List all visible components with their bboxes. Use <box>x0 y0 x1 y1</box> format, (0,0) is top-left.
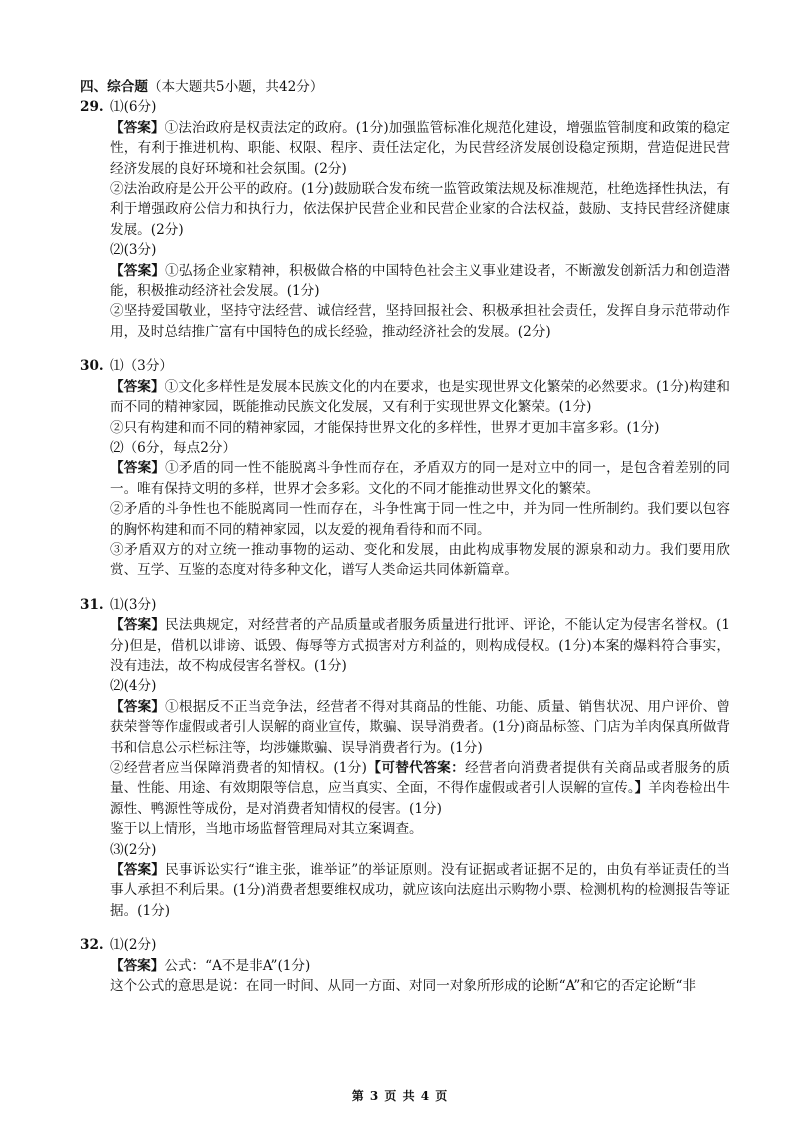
q29-part2-label: ⑵(3分) <box>110 242 157 259</box>
alternative-answer-tag: 【可替代答案： <box>366 760 466 776</box>
q31-number: 31. <box>80 596 104 613</box>
answer-tag: 【答案】 <box>110 262 166 279</box>
q31-part2-label: ⑵(4分) <box>110 678 157 695</box>
section-title: 四、综合题 <box>80 79 148 95</box>
answer-content <box>80 77 730 996</box>
q31-part2-text-b-post: 羊肉卷检出牛源性、鸭源性等成份，是对消费者知情权的侵害。(1分) <box>110 780 731 817</box>
answer-tag: 【答案】 <box>110 862 166 879</box>
answer-tag: 【答案】 <box>110 698 166 715</box>
q29-number: 29. <box>80 99 104 116</box>
q32-part1-label: ⑴(2分) <box>110 937 157 954</box>
q31-part1-label: ⑴(3分) <box>110 596 157 613</box>
answer-tag: 【答案】 <box>110 617 166 634</box>
q30-part1-label: ⑴（3分） <box>110 358 174 375</box>
q32-part1-label-line <box>80 935 730 955</box>
answer-tag: 【答案】 <box>110 378 165 395</box>
q32-part1-answer-b: 这个公式的意思是说：在同一时间、从同一方面、对同一对象所形成的论断“A”和它的否定论断“非 <box>110 978 697 995</box>
q31-part2-answer-a <box>80 697 730 758</box>
section-heading <box>80 77 730 97</box>
answer-tag: 【答案】 <box>110 119 165 136</box>
q30-part1-answer-b: ②只有构建和而不同的精神家园，才能保持世界文化的多样性，世界才更加丰富多彩。(1分) <box>110 419 660 436</box>
section-note: （本大题共5小题，共42分） <box>147 79 324 95</box>
answer-tag: 【答案】 <box>110 957 165 974</box>
q31-part3-text-a: 民事诉讼实行“谁主张，谁举证”的举证原则。没有证据或者证据不足的，由负有举证责任的当事人承担不利后果。(1分)消费者想要维权成功，就应该向法庭出示购物小票、检测机构的检测报告等证据。(1分) <box>110 862 731 919</box>
q30-part1-answer-a <box>80 377 730 418</box>
q30-part1-text-a: ①文化多样性是发展本民族文化的内在要求，也是实现世界文化繁荣的必然要求。(1分)构建和而不同的精神家园，既能推动民族文化发展，又有利于实现世界文化繁荣。(1分) <box>110 378 730 416</box>
q30-part2-answer-a <box>80 458 730 499</box>
q29-part1-answer-a <box>80 118 730 179</box>
page-footer: 第 3 页 共 4 页 <box>351 1089 449 1103</box>
q32-number: 32. <box>80 937 104 954</box>
q31-part1-label-line <box>80 595 730 615</box>
q29-part1-label-line <box>80 97 730 117</box>
q30-part2-answer-c: ③矛盾双方的对立统一推动事物的运动、变化和发展，由此构成事物发展的源泉和动力。我们要用欣赏、互学、互鉴的态度对待多种文化，谱写人类命运共同体新篇章。 <box>110 541 730 579</box>
q31-part2-text-a: ①根据反不正当竞争法，经营者不得对其商品的性能、功能、质量、销售状况、用户评价、曾获荣誉等作虚假或者引人误解的商业宣传，欺骗、误导消费者。(1分)商品标签、门店为羊肉保真所做背书和信息公示栏标注等，均涉嫌欺骗、误导消费者行为。(1分) <box>110 698 731 756</box>
alternative-answer-tag-end: 】 <box>634 780 649 797</box>
question-31 <box>80 595 730 922</box>
q32-part1-answer-a <box>80 956 730 976</box>
q30-number: 30. <box>80 358 104 375</box>
question-30 <box>80 356 730 580</box>
q31-part1-answer-a <box>80 615 730 676</box>
q30-part2-label: ⑵（6分，每点2分） <box>110 439 237 456</box>
q29-part2-text-a: ①弘扬企业家精神，积极做合格的中国特色社会主义事业建设者，不断激发创新活力和创造潜能，积极推动经济社会发展。(1分) <box>110 262 731 300</box>
q31-part2-answer-b <box>80 758 730 819</box>
q31-part2-text-b-pre: ②经营者应当保障消费者的知情权。(1分) <box>110 760 367 776</box>
q31-part3-label: ⑶(2分) <box>110 841 157 858</box>
q32-part1-text-a: 公式：“A不是非A”(1分) <box>164 957 311 974</box>
q31-part2-answer-c: 鉴于以上情形，当地市场监督管理局对其立案调查。 <box>110 821 423 838</box>
question-29 <box>80 97 730 342</box>
q29-part1-text-a: ①法治政府是权责法定的政府。(1分)加强监管标准化规范化建设，增强监管制度和政策的稳定性，有利于推进机构、职能、权限、程序、责任法定化，为民营经济发展创设稳定预期，营造促进民营经济发展的良好环境和社会氛围。(2分) <box>110 119 730 177</box>
q30-part2-text-a: ①矛盾的同一性不能脱离斗争性而存在，矛盾双方的同一是对立中的同一，是包含着差别的同一。唯有保持文明的多样，世界才会多彩。文化的不同才能推动世界文化的繁荣。 <box>110 460 731 497</box>
q29-part2-answer-b: ②坚持爱国敬业，坚持守法经营、诚信经营，坚持回报社会、积极承担社会责任，发挥自身示范带动作用，及时总结推广富有中国特色的成长经验，推动经济社会的发展。(2分) <box>110 303 730 340</box>
q29-part2-answer-a <box>80 261 730 302</box>
q31-part1-text-a: 民法典规定，对经营者的产品质量或者服务质量进行批评、评论，不能认定为侵害名誉权。(1分)但是，借机以诽谤、诋毁、侮辱等方式损害对方利益的，则构成侵权。(1分)本案的爆料符合事实，没有违法，故不构成侵害名誉权。(1分) <box>110 617 731 674</box>
q31-part3-answer-a <box>80 860 730 921</box>
q30-part2-answer-b: ②矛盾的斗争性也不能脱离同一性而存在，斗争性寓于同一性之中，并为同一性所制约。我们要以包容的胸怀构建和而不同的精神家园，以友爱的视角看待和而不同。 <box>110 501 730 538</box>
q29-part1-label: ⑴(6分) <box>110 99 157 116</box>
answer-tag: 【答案】 <box>110 460 166 477</box>
q29-part1-answer-b: ②法治政府是公开公平的政府。(1分)鼓励联合发布统一监管政策法规及标准规范，杜绝选择性执法，有利于增强政府公信力和执行力，依法保护民营企业和民营企业家的合法权益，鼓励、支持民营经济健康发展。(2分) <box>110 181 730 238</box>
q31-part2-text-b-alt: 经营者向消费者提供有关商品或者服务的质量、性能、用途、有效期限等信息，应当真实、全面，不得作虚假或者引人误解的宣传。 <box>110 760 731 797</box>
question-32 <box>80 935 730 996</box>
q30-part1-label-line <box>80 356 730 376</box>
